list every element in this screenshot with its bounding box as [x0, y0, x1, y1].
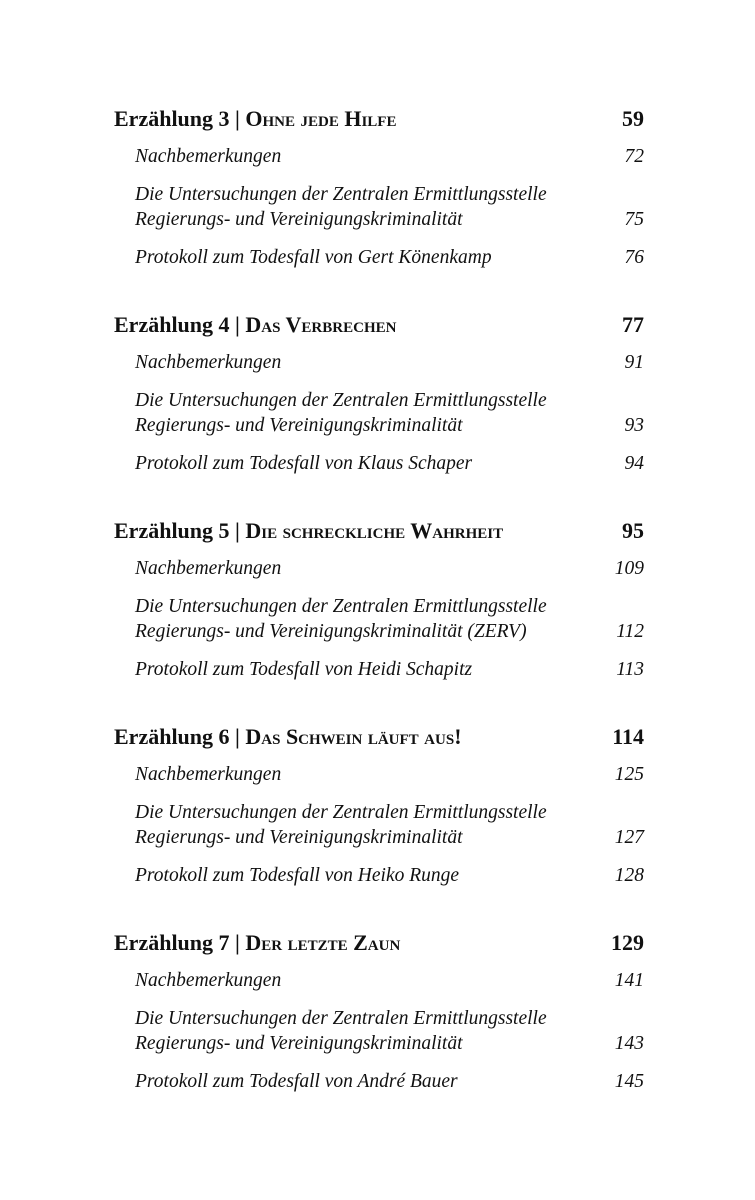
chapter-name: Das Verbrechen	[245, 312, 397, 337]
chapter-label: Erzählung 4 |	[114, 312, 246, 337]
entry-title: Protokoll zum Todesfall von Heiko Runge	[135, 865, 460, 886]
chapter-page-number: 95	[622, 518, 644, 543]
entry-page-number: 112	[616, 621, 644, 642]
entry-title: Nachbemerkungen	[135, 764, 282, 785]
chapter-heading	[114, 516, 644, 556]
chapter-page-number: 129	[611, 930, 644, 955]
chapter-name: Das Schwein läuft aus!	[245, 724, 462, 749]
toc-entry	[114, 800, 644, 850]
toc-section-erzaehlung-3	[114, 104, 644, 270]
table-of-contents	[114, 104, 644, 1134]
toc-entry	[114, 350, 644, 375]
toc-entry	[114, 1069, 644, 1094]
chapter-label: Erzählung 7 |	[114, 930, 246, 955]
entry-page-number: 109	[614, 558, 644, 579]
toc-entry	[114, 968, 644, 993]
entry-page-number: 72	[624, 146, 644, 167]
entry-page-number: 113	[616, 659, 644, 680]
toc-entry	[114, 144, 644, 169]
chapter-heading	[114, 310, 644, 350]
chapter-title	[114, 310, 396, 340]
chapter-label: Erzählung 6 |	[114, 724, 246, 749]
chapter-page-number: 77	[622, 312, 644, 337]
entry-title: Nachbemerkungen	[135, 558, 282, 579]
chapter-heading	[114, 722, 644, 762]
entry-page-number: 93	[624, 415, 644, 436]
entry-page-number: 128	[614, 865, 644, 886]
chapter-label: Erzählung 3 |	[114, 106, 246, 131]
chapter-title	[114, 516, 503, 546]
entry-title: Nachbemerkungen	[135, 146, 282, 167]
toc-entry	[114, 594, 644, 644]
entry-title: Protokoll zum Todesfall von Heidi Schapitz	[135, 659, 473, 680]
entry-title: Nachbemerkungen	[135, 970, 282, 991]
toc-entry	[114, 182, 644, 232]
toc-entry	[114, 657, 644, 682]
chapter-title	[114, 928, 400, 958]
entry-title: Protokoll zum Todesfall von Gert Könenkamp	[135, 247, 492, 268]
chapter-name: Ohne jede Hilfe	[245, 106, 397, 131]
toc-entry	[114, 863, 644, 888]
entry-title: Die Untersuchungen der Zentralen Ermittlungsstelle Regierungs- und Vereinigungskriminalität	[135, 1008, 547, 1054]
entry-page-number: 127	[614, 827, 644, 848]
chapter-heading	[114, 928, 644, 968]
toc-section-erzaehlung-7	[114, 928, 644, 1094]
entry-page-number: 145	[614, 1071, 644, 1092]
entry-page-number: 143	[614, 1033, 644, 1054]
chapter-title	[114, 722, 462, 752]
toc-section-erzaehlung-4	[114, 310, 644, 476]
chapter-name: Die schreckliche Wahrheit	[245, 518, 504, 543]
entry-page-number: 141	[614, 970, 644, 991]
toc-section-erzaehlung-6	[114, 722, 644, 888]
entry-title: Protokoll zum Todesfall von André Bauer	[135, 1071, 458, 1092]
chapter-title	[114, 104, 396, 134]
toc-entry	[114, 1006, 644, 1056]
chapter-page-number: 59	[622, 106, 644, 131]
toc-entry	[114, 556, 644, 581]
entry-page-number: 91	[624, 352, 644, 373]
toc-entry	[114, 762, 644, 787]
chapter-heading	[114, 104, 644, 144]
entry-title: Die Untersuchungen der Zentralen Ermittlungsstelle Regierungs- und Vereinigungskriminalität (ZERV)	[135, 596, 547, 642]
entry-page-number: 94	[624, 453, 644, 474]
chapter-page-number: 114	[612, 724, 644, 749]
toc-entry	[114, 451, 644, 476]
entry-title: Die Untersuchungen der Zentralen Ermittlungsstelle Regierungs- und Vereinigungskriminalität	[135, 802, 547, 848]
entry-title: Die Untersuchungen der Zentralen Ermittlungsstelle Regierungs- und Vereinigungskriminalität	[135, 390, 547, 436]
entry-page-number: 76	[624, 247, 644, 268]
chapter-label: Erzählung 5 |	[114, 518, 246, 543]
entry-page-number: 125	[614, 764, 644, 785]
toc-entry	[114, 245, 644, 270]
entry-title: Nachbemerkungen	[135, 352, 282, 373]
toc-entry	[114, 388, 644, 438]
chapter-name: Der letzte Zaun	[245, 930, 401, 955]
entry-title: Protokoll zum Todesfall von Klaus Schaper	[135, 453, 473, 474]
toc-section-erzaehlung-5	[114, 516, 644, 682]
entry-title: Die Untersuchungen der Zentralen Ermittlungsstelle Regierungs- und Vereinigungskriminalität	[135, 184, 547, 230]
entry-page-number: 75	[624, 209, 644, 230]
